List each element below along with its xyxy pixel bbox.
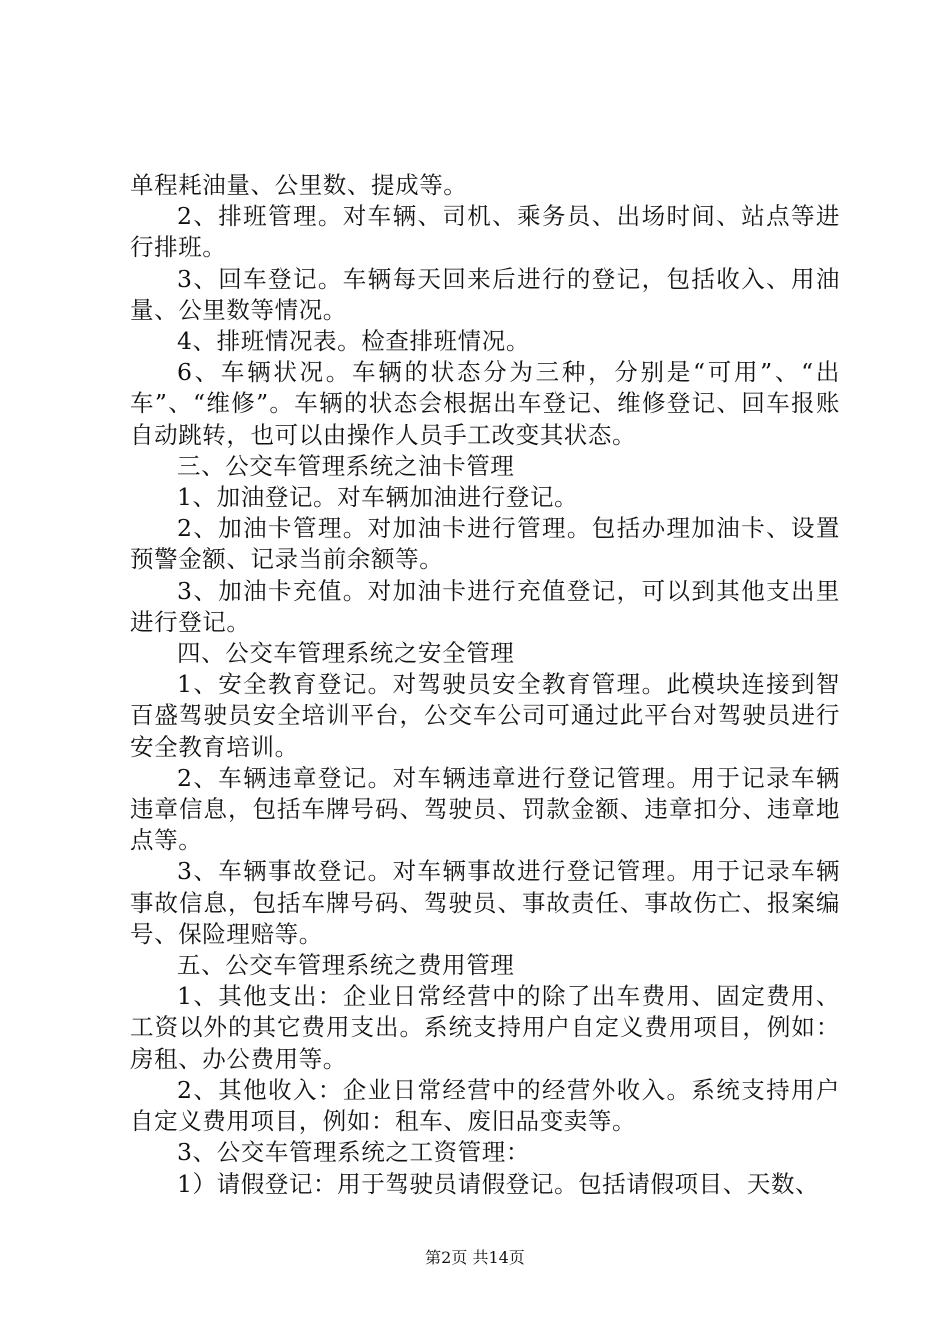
section-heading-fuel-card: 三、公交车管理系统之油卡管理 bbox=[177, 451, 515, 480]
paragraph-refuel-registration: 1、加油登记。对车辆加油进行登记。 bbox=[177, 483, 579, 512]
paragraph-other-income: 2、其他收入：企业日常经营中的经营外收入。系统支持用户自定义费用项目，例如：租车、废旧品变卖等。 bbox=[130, 1075, 840, 1136]
paragraph-fuel-card-recharge: 3、加油卡充值。对加油卡进行充值登记，可以到其他支出里进行登记。 bbox=[130, 576, 840, 636]
document-body bbox=[130, 170, 840, 1200]
page-footer bbox=[0, 1245, 950, 1268]
paragraph-continuation: 单程耗油量、公里数、提成等。 bbox=[130, 171, 468, 199]
paragraph-salary-management: 3、公交车管理系统之工资管理： bbox=[177, 1138, 530, 1167]
paragraph-violation-registration: 2、车辆违章登记。对车辆违章进行登记管理。用于记录车辆违章信息，包括车牌号码、驾驶员、罚款金额、违章扣分、违章地点等。 bbox=[130, 763, 840, 855]
paragraph-accident-registration: 3、车辆事故登记。对车辆事故进行登记管理。用于记录车辆事故信息，包括车牌号码、驾驶员、事故责任、事故伤亡、报案编号、保险理赔等。 bbox=[130, 857, 840, 948]
paragraph-safety-education: 1、安全教育登记。对驾驶员安全教育管理。此模块连接到智百盛驾驶员安全培训平台，公交车公司可通过此平台对驾驶员进行安全教育培训。 bbox=[130, 670, 840, 761]
paragraph-vehicle-status: 6、车辆状况。车辆的状态分为三种，分别是“可用”、“出车”、“维修”。车辆的状态会根据出车登记、维修登记、回车报账自动跳转，也可以由操作人员手工改变其状态。 bbox=[130, 358, 840, 449]
paragraph-scheduling: 2、排班管理。对车辆、司机、乘务员、出场时间、站点等进行排班。 bbox=[130, 202, 840, 262]
paragraph-fuel-card-management: 2、加油卡管理。对加油卡进行管理。包括办理加油卡、设置预警金额、记录当前余额等。 bbox=[130, 514, 840, 574]
paragraph-schedule-report: 4、排班情况表。检查排班情况。 bbox=[177, 327, 530, 356]
page-number-label: 第2页 共14页 bbox=[425, 1248, 525, 1267]
section-heading-safety: 四、公交车管理系统之安全管理 bbox=[177, 639, 515, 668]
section-heading-expenses: 五、公交车管理系统之费用管理 bbox=[177, 951, 515, 980]
paragraph-leave-registration: 1）请假登记：用于驾驶员请假登记。包括请假项目、天数、 bbox=[177, 1169, 820, 1198]
paragraph-other-expenses: 1、其他支出：企业日常经营中的除了出车费用、固定费用、工资以外的其它费用支出。系统支持用户自定义费用项目，例如：房租、办公费用等。 bbox=[130, 982, 840, 1073]
paragraph-return-registration: 3、回车登记。车辆每天回来后进行的登记，包括收入、用油量、公里数等情况。 bbox=[130, 264, 840, 324]
